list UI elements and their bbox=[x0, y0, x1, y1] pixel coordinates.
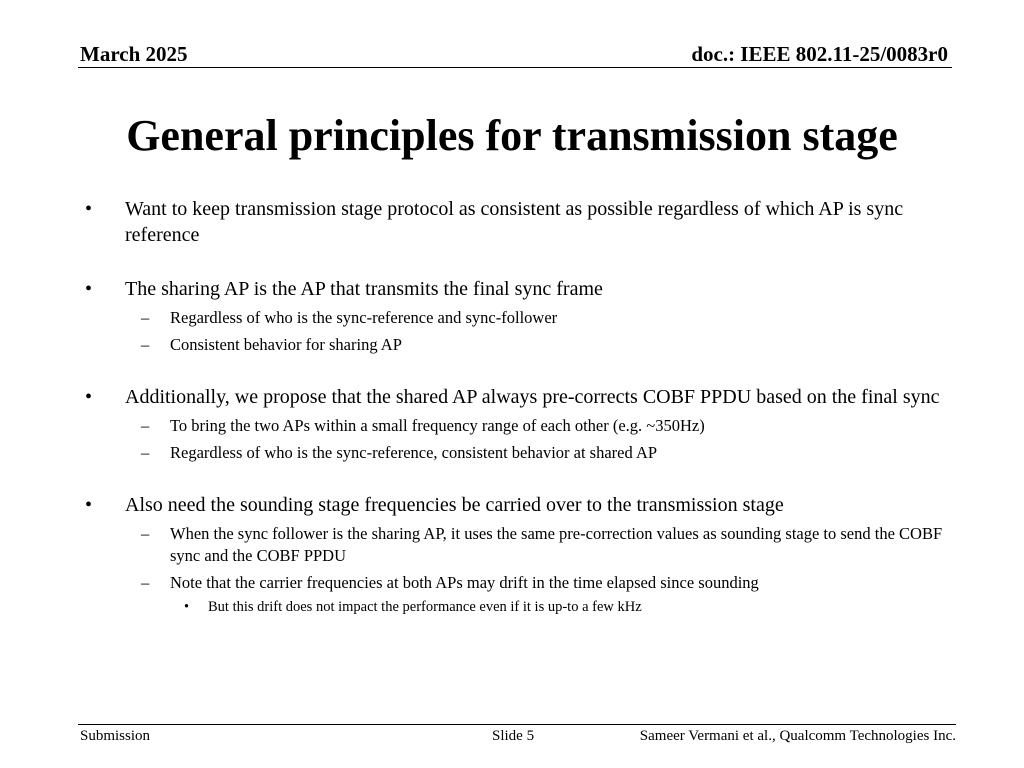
dash-marker: – bbox=[141, 573, 150, 592]
bullet-text: Additionally, we propose that the shared AP always pre-corrects COBF PPDU based on the final sync bbox=[125, 386, 940, 408]
slide-title: General principles for transmission stage bbox=[126, 111, 898, 160]
sub-bullet bbox=[125, 523, 950, 567]
header-doc-id: doc.: IEEE 802.11-25/0083r0 bbox=[691, 42, 948, 66]
bullet-text: Want to keep transmission stage protocol as consistent as possible regardless of which AP is sync reference bbox=[125, 198, 904, 246]
dash-marker: – bbox=[141, 524, 150, 543]
sub-bullet-list bbox=[125, 307, 950, 356]
sub-bullet-text: Consistent behavior for sharing AP bbox=[170, 335, 402, 354]
bullet-3 bbox=[80, 384, 950, 464]
dash-marker: – bbox=[141, 416, 150, 435]
bullet-marker: • bbox=[184, 599, 190, 615]
dash-marker: – bbox=[141, 443, 150, 462]
dash-marker: – bbox=[141, 335, 150, 354]
sub-bullet bbox=[125, 442, 950, 464]
bullet-marker: • bbox=[85, 386, 93, 408]
sub-bullet bbox=[125, 415, 950, 437]
dash-marker: – bbox=[141, 308, 150, 327]
sub-bullet-text: To bring the two APs within a small frequency range of each other (e.g. ~350Hz) bbox=[170, 416, 705, 435]
sub-bullet-text: Regardless of who is the sync-reference and sync-follower bbox=[170, 308, 558, 327]
bullet-marker: • bbox=[85, 278, 93, 300]
bullet-4 bbox=[80, 492, 950, 617]
bullet-text: The sharing AP is the AP that transmits the final sync frame bbox=[125, 278, 603, 300]
bullet-text: Also need the sounding stage frequencies be carried over to the transmission stage bbox=[125, 494, 784, 516]
sub-bullet-text: Regardless of who is the sync-reference, consistent behavior at shared AP bbox=[170, 443, 658, 462]
footer-divider bbox=[78, 724, 956, 725]
bullet-2 bbox=[80, 276, 950, 356]
sub-bullet-list bbox=[125, 523, 950, 617]
sub-bullet bbox=[125, 307, 950, 329]
sub-sub-bullet-list bbox=[170, 597, 950, 617]
bullet-1 bbox=[80, 196, 950, 248]
sub-bullet bbox=[125, 334, 950, 356]
header-divider bbox=[78, 67, 952, 68]
sub-sub-bullet-text: But this drift does not impact the performance even if it is up-to a few kHz bbox=[208, 599, 642, 615]
sub-bullet bbox=[125, 572, 950, 617]
footer-author: Sameer Vermani et al., Qualcomm Technologies Inc. bbox=[639, 728, 956, 744]
footer-submission: Submission bbox=[80, 728, 151, 744]
sub-sub-bullet bbox=[170, 597, 950, 617]
sub-bullet-text: When the sync follower is the sharing AP, it uses the same pre-correction values as sounding stage to send the COBF sync and the COBF PPDU bbox=[170, 524, 943, 565]
header-date: March 2025 bbox=[80, 42, 188, 66]
bullet-list bbox=[80, 196, 950, 617]
bullet-marker: • bbox=[85, 494, 93, 516]
sub-bullet-text: Note that the carrier frequencies at both APs may drift in the time elapsed since sounding bbox=[170, 573, 759, 592]
sub-bullet-list bbox=[125, 415, 950, 464]
bullet-marker: • bbox=[85, 198, 93, 220]
footer-slide-number: Slide 5 bbox=[492, 728, 535, 744]
